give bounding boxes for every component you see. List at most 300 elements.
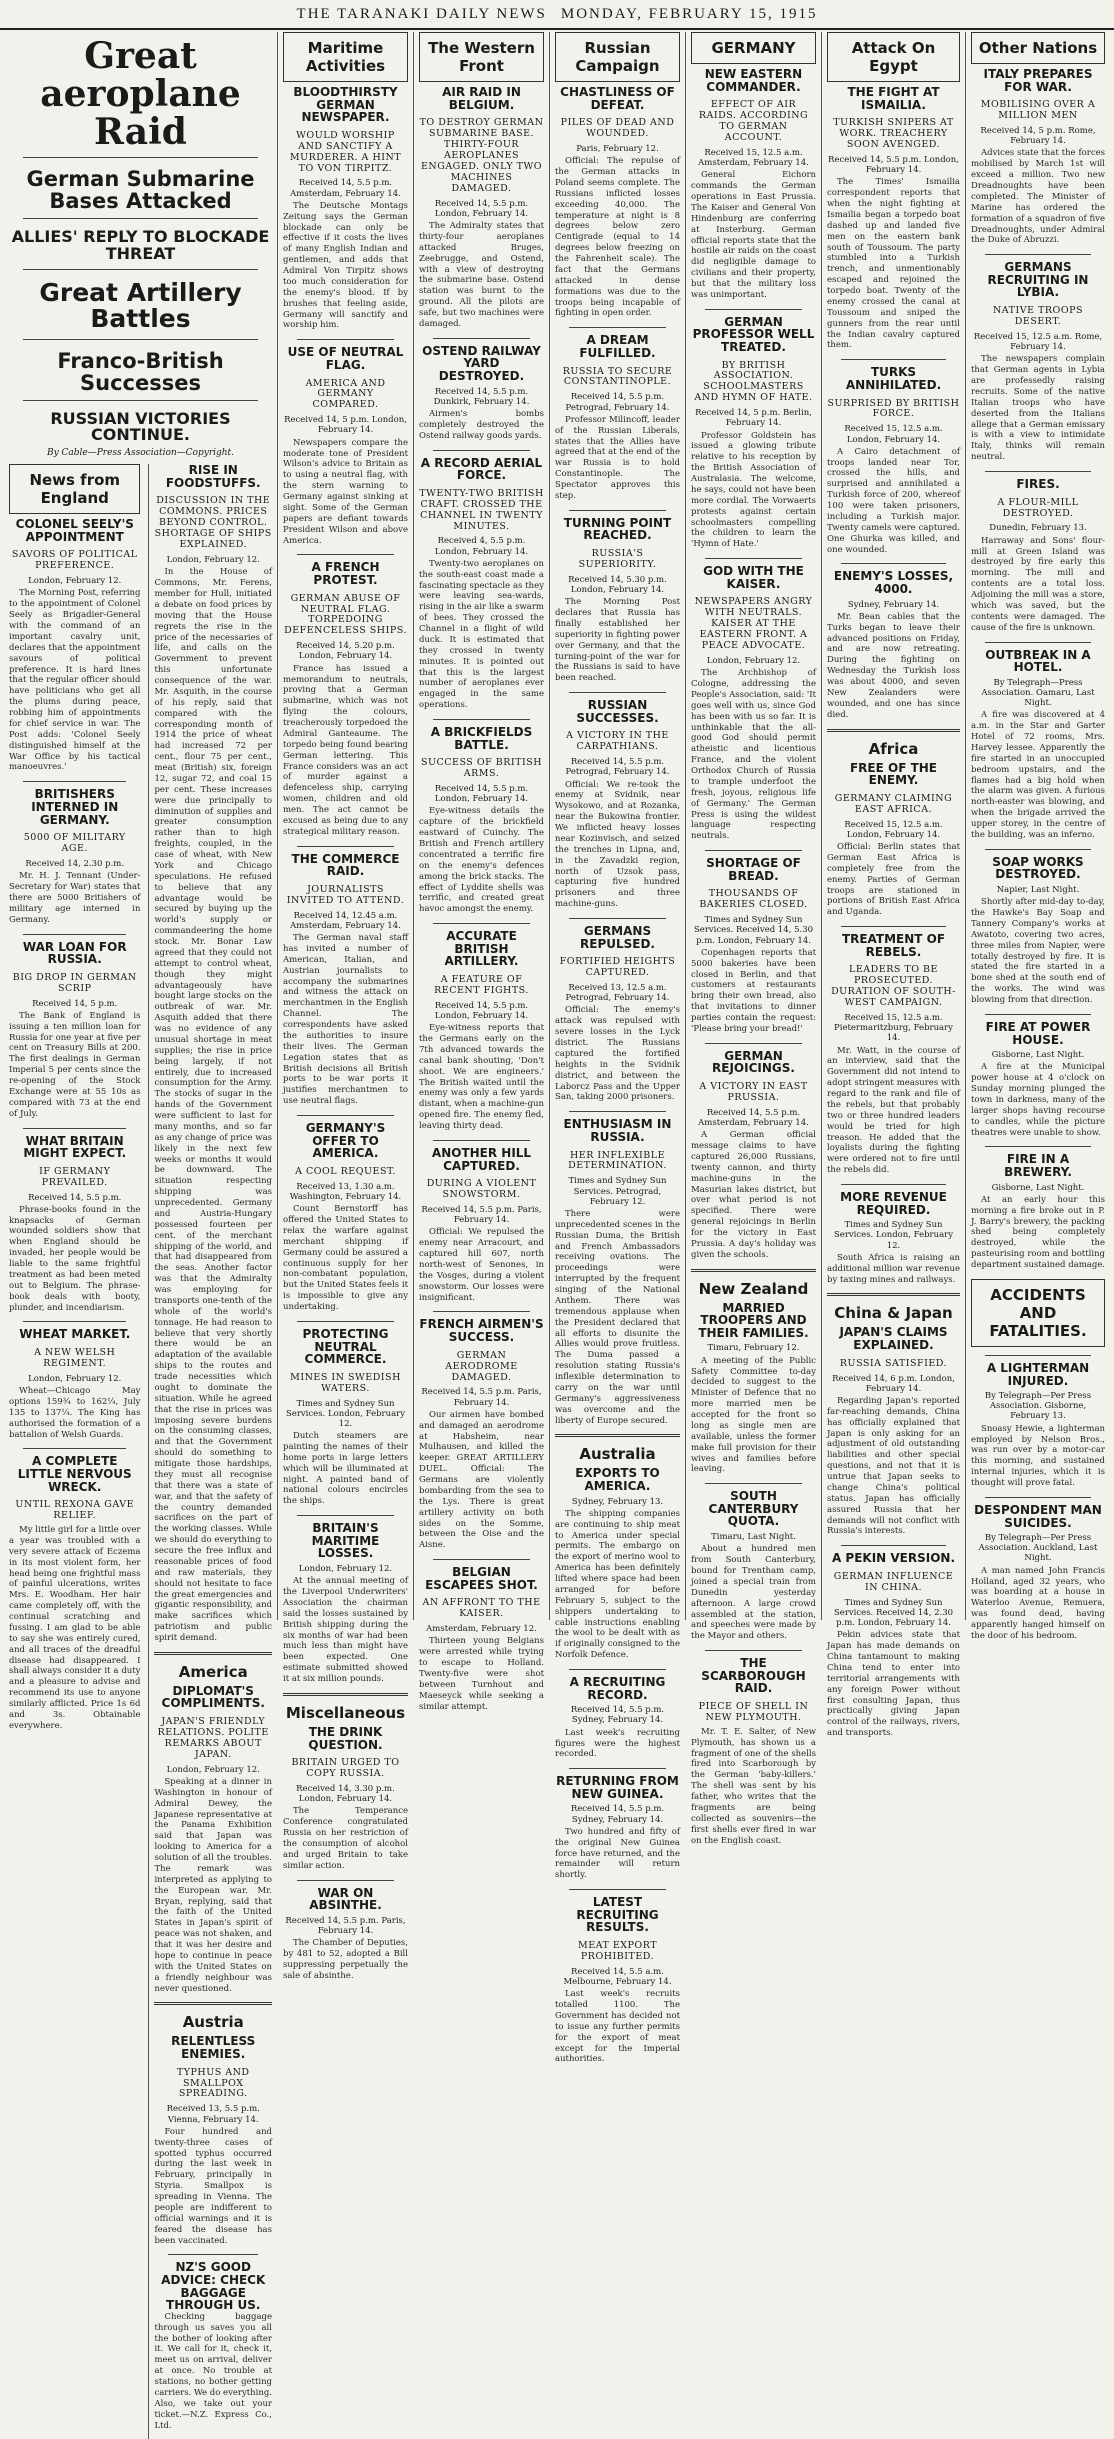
story-body: The Admiralty states that thirty-four aeroplanes attacked Bruges, Zeebrugge, and Ostend, with a view of destroying the submarine base. Ostend station was burnt to the ground. All the pilots are safe, but two machines were damaged. xyxy=(419,221,544,329)
story-body: A meeting of the Public Safety Committee to-day decided to suggest to the Minister of Defence that no more married men be accepted for the front so long as single men are available, unless the former make full provision for their wives and families before leaving. xyxy=(691,1355,816,1475)
story-body: Mr. H. J. Tennant (Under-Secretary for War) states that there are 5000 Britishers of military age interned in Germany. xyxy=(9,871,141,925)
story-dateline: Received 14, 5.5 p.m. Petrograd, February 14. xyxy=(565,392,670,413)
story-body: Official: We repulsed the enemy near Arracourt, and captured hill 607, north north-west of Senones, in the Vosges, during a violent snowstorm. Our losses were insignificant. xyxy=(419,1227,544,1303)
news-story xyxy=(419,1559,544,1712)
story-subheadline: AN AFFRONT TO THE KAISER. xyxy=(422,1597,541,1620)
story-subheadline: GERMAN INFLUENCE IN CHINA. xyxy=(833,1570,954,1593)
story-divider xyxy=(569,692,666,693)
story-body: Speaking at a dinner in Washington in honour of Admiral Dewey, the Japanese representative at the Panama Exhibition said that Japan was looking to America for a solution of all the troubles. The remark was interpreted as applying to the European war. Mr. Bryan, replying, said that the faith of the United States in Japan's spirit of peace was not shaken, and that it was her desire and hope to continue in peace with the United States on a friendly neighbour was never questioned. xyxy=(154,1776,272,1994)
story-dateline: Received 14, 2.30 p.m. xyxy=(25,858,125,869)
news-story xyxy=(9,1128,140,1314)
story-subheadline: 5000 OF MILITARY AGE. xyxy=(23,832,126,855)
section-banner-africa: Africa xyxy=(868,739,919,758)
story-body: My little girl for a little over a year was troubled with a very severe attack of Eczema in its most violent form, her head being one frightful mass of painful ulcerations, writes Mrs. E. Woodham. Her hair came completely off, with the continual scratching and fussing. I am glad to be able to say she was entirely cured, and all traces of the dreadful disease had disappeared. I shall always consider it a duty and a pleasure to advise and recommend its use to anyone similarly afflicted. Price 1s 6d and 3s. Obtainable everywhere. xyxy=(9,1525,141,1731)
story-list xyxy=(283,1726,408,1982)
lead-subhead-franco-british: Franco-British Successes xyxy=(57,348,224,395)
news-story xyxy=(691,1043,816,1261)
story-dateline: Received 14, 5.5 p.m. Amsterdam, February 14. xyxy=(290,178,401,199)
story-dateline: London, February 12. xyxy=(166,555,260,566)
story-subheadline: FORTIFIED HEIGHTS CAPTURED. xyxy=(559,956,676,979)
story-headline: BLOODTHIRSTY GERMAN NEWSPAPER. xyxy=(293,85,398,125)
story-body: The Morning Post, referring to the appointment of Colonel Seely as Brigadier-General with the command of an important cavalry unit, declares that the appointment savours of political preference. It is hard lines that the regular officer should have politicians who get all the plums during peace, robbing him of appointments for chief service in war. The Post adds: 'Colonel Seely distinguished himself at the War Office by his tactical manoeuvres.' xyxy=(9,588,141,773)
story-subheadline: DISCUSSION IN THE COMMONS. PRICES BEYOND CONTROL. SHORTAGE OF SHIPS EXPLAINED. xyxy=(154,495,272,551)
story-dateline: Received 13, 5.5 p.m. Vienna, February 14. xyxy=(166,2104,260,2125)
news-story xyxy=(691,1650,816,1846)
story-divider xyxy=(985,1146,1091,1147)
section-banner-russian-campaign: Russian Campaign xyxy=(555,32,680,82)
story-body: Count Bernstorff has offered the United States to relax the warfare against merchant shipping if Germany could be assured a continuous supply for her non-combatant population, but the United States feels it is impossible to give any undertaking. xyxy=(283,1204,408,1313)
story-dateline: Received 14, 5.5 a.m. Melbourne, February 14. xyxy=(563,1966,672,1987)
story-body: Mr. T. E. Salter, of New Plymouth, has shown us a fragment of one of the shells fired into Scarborough by the German 'baby-killers.' The shell was sent by his father, who writes that the fragments are being collected as souvenirs—the first shells ever fired in war on the English coast. xyxy=(691,1726,816,1846)
story-body: Thirteen young Belgians were arrested while trying to escape to Holland. Twenty-five were shot between Turnhout and Maeseyck while seeking a similar attempt. xyxy=(419,1636,544,1712)
news-story xyxy=(555,692,680,910)
story-divider xyxy=(985,1355,1091,1356)
story-dateline: By Telegraph—Per Press Association. Gisborne, February 13. xyxy=(984,1391,1092,1422)
story-body: About a hundred men from South Canterbury, bound for Trentham camp, joined a special train from Dunedin yesterday afternoon. A large crowd assembled at the station, and speeches were made by the Mayor and others. xyxy=(691,1544,816,1642)
story-headline: MORE REVENUE REQUIRED. xyxy=(840,1190,947,1217)
story-dateline: London, February 12. xyxy=(166,1764,260,1775)
news-story xyxy=(555,1111,680,1426)
story-headline: A RECRUITING RECORD. xyxy=(569,1675,666,1702)
story-headline: EXPORTS TO AMERICA. xyxy=(575,1466,660,1494)
story-headline: SOUTH CANTERBURY QUOTA. xyxy=(708,1489,799,1529)
story-subheadline: PIECE OF SHELL IN NEW PLYMOUTH. xyxy=(698,1700,809,1723)
news-story xyxy=(283,1321,408,1507)
story-headline: JAPAN'S CLAIMS EXPLAINED. xyxy=(839,1325,948,1353)
story-divider xyxy=(569,1669,666,1670)
story-body: There were unprecedented scenes in the Russian Duma, the British and French Ambassadors receiving ovations. The proceedings were interrupted by the frequent singing of the National Anthem. There was tremendous applause when the President declared that all efforts to disunite the Allies would prove fruitless. The Duma passed a resolution stating Russia's inflexible determination to carry on the war until Germany's aggressiveness was overcome and the liberty of Europe secured. xyxy=(555,1208,680,1426)
story-dateline: Dunedin, February 13. xyxy=(989,523,1087,534)
story-divider xyxy=(569,327,666,328)
story-divider xyxy=(297,339,394,340)
story-list xyxy=(154,464,272,1644)
story-headline: WAR LOAN FOR RUSSIA. xyxy=(22,939,127,967)
story-body: Professor Milincoff, leader of the Russian Liberals, states that the Allies have agreed that at the end of the war Russia is to hold Constantinople. The Spectator approves this step. xyxy=(555,414,680,501)
story-dateline: London, February 12. xyxy=(28,576,122,587)
story-divider xyxy=(705,1043,802,1044)
story-body: The Deutsche Montags Zeitung says the German blockade can only be effective if it costs the lives of many English Indian and gentlemen, and adds that Admiral Von Tirpitz shows too much consideration for the enemy's blood. If by brushes that feeling aside, Germany will sanctify and worship him. xyxy=(283,200,408,331)
story-dateline: Received 14, 5 p.m. London, February 14. xyxy=(284,415,407,436)
story-subheadline: UNTIL REXONA GAVE RELIEF. xyxy=(15,1499,135,1522)
story-subheadline: BIG DROP IN GERMAN SCRIP xyxy=(12,971,137,994)
story-divider xyxy=(297,1880,394,1881)
story-divider xyxy=(23,781,126,782)
news-story xyxy=(971,642,1105,841)
story-dateline: Received 15, 12.5 a.m. London, February 14. xyxy=(844,424,943,445)
story-headline: LATEST RECRUITING RESULTS. xyxy=(576,1895,659,1935)
story-dateline: London, February 12. xyxy=(298,1564,393,1574)
news-story xyxy=(555,1889,680,2065)
story-dateline: Received 15, 12.5 a.m. Pietermaritzburg, February 14. xyxy=(834,1013,953,1044)
story-subheadline: TYPHUS AND SMALLPOX SPREADING. xyxy=(176,2066,250,2100)
story-body: South Africa is raising an additional million war revenue by taxing mines and railways. xyxy=(827,1252,960,1285)
news-story xyxy=(9,1448,140,1731)
story-headline: THE COMMERCE RAID. xyxy=(291,851,400,879)
story-body: In the House of Commons, Mr. Ferens, member for Hull, initiated a debate on food prices by moving that the House regrets the rise in the price of the necessaries of life, and calls on the Government to prevent this unfortunate consequence of the war. Mr. Asquith, in the course of his reply, said that compared with the corresponding month of 1914 the price of wheat had increased 72 per cent., flour 75 per cent., meat (British) six, foreign 12, sugar 72, and coal 15 per cent. These increases were due principally to diminution of supplies and greater consumption rather than to high freights, coupled, in the case of wheat, with New York and Chicago speculations. He refused to believe that any advantage would be secured by buying up the world's supply or commandeering the home stock. Mr. Bonar Law agreed that they could not attempt to control wheat, though they might advantageously have bought large stocks on the outbreak of war. Mr. Asquith added that there was no evidence of any unusual shortage in meat supplies; the rise in price being largely, if not entirely, due to increased consumption for the Army. The stocks of sugar in the hands of the Government were sufficient to last for many months, and so far as any change of price was likely in the next few weeks or months it would be downward. The situation respecting shipping was unprecedented. Germany and Austria-Hungary possessed fourteen per cent. of the merchant shipping of the world, and that had disappeared from the seas. Another factor was that the Admiralty was employing for transports one-tenth of the whole of the world's tonnage. He had reason to believe that very shortly there would be an adaptation of the available ships to the routes and trade necessities which ought to dominate the situation. While he agreed that the rise in prices was imposing severe burdens on the consuming classes, and that the Government should do something to mitigate those hardships, they must all recognise that there was a state of war, and that the safety of the country demanded sacrifices on the part of the working classes. While we should do everything to secure the free influx and reasonable prices of food and raw materials, they should not hesitate to face the great emergencies and gigantic responsibility, and make sacrifices which patriotism and public spirit demand. xyxy=(154,567,272,1643)
story-list xyxy=(9,518,140,1731)
story-divider xyxy=(841,1184,946,1185)
story-body: The Morning Post declares that Russia has finally established her superiority in fighting power over Germany, and that the turning-point of the war for the Russians is said to have been reached. xyxy=(555,597,680,684)
story-headline: GERMANS REPULSED. xyxy=(580,924,655,951)
story-dateline: Received 14, 5.5 p.m. London, February 14. xyxy=(828,154,959,176)
section-banner-western-front: The Western Front xyxy=(419,32,544,82)
story-divider xyxy=(569,918,666,919)
story-body: Harraway and Sons' flour-mill at Green Island was destroyed by fire early this morning. The mill and contents are a total loss. Adjoining the mill was a store, which was saved, but the contents were damaged. The cause of the fire is unknown. xyxy=(971,535,1105,633)
story-headline: BRITISHERS INTERNED IN GERMANY. xyxy=(31,787,119,827)
news-story xyxy=(9,518,140,773)
story-body: A fire at the Municipal power house at 4 o'clock on Sunday morning plunged the town in darkness, many of the larger shops having recourse to candles, while the picture theatres were unable to show. xyxy=(971,1062,1105,1138)
story-headline: ENEMY'S LOSSES, 4000. xyxy=(833,569,954,597)
news-story xyxy=(827,563,960,720)
story-body: The Temperance Conference congratulated Russia on her restriction of the consumption of alcohol and urged Britain to take similar action. xyxy=(283,1806,408,1871)
story-headline: ANOTHER HILL CAPTURED. xyxy=(431,1145,532,1173)
story-dateline: Gisborne, Last Night. xyxy=(991,1182,1085,1193)
news-story xyxy=(691,558,816,842)
story-headline: GERMAN PROFESSOR WELL TREATED. xyxy=(692,314,815,354)
story-subheadline: MINES IN SWEDISH WATERS. xyxy=(290,1371,401,1394)
story-body: At the annual meeting of the Liverpool Underwriters' Association the chairman said the losses sustained by British shipping during the six months of war had been much less than might have been expected. One estimate submitted showed it at six million pounds. xyxy=(283,1576,408,1685)
story-list xyxy=(555,1467,680,2065)
story-body: A man named John Francis Holland, aged 32 years, who was boarding at a house in Waterloo Avenue, Remuera, was found dead, having apparently hanged himself on the door of his bedroom. xyxy=(971,1565,1105,1641)
news-story xyxy=(283,1515,408,1685)
story-headline: FIRES. xyxy=(1016,477,1060,492)
story-headline: THE SCARBOROUGH RAID. xyxy=(701,1656,806,1696)
story-dateline: Received 14, 6 p.m. London, February 14. xyxy=(832,1373,955,1394)
story-dateline: Received 14, 5.5 p.m. London, February 14. xyxy=(434,784,529,805)
story-headline: ACCURATE BRITISH ARTILLERY. xyxy=(444,929,519,969)
story-dateline: Received 4, 5.5 p.m. London, February 14. xyxy=(434,536,529,557)
story-divider xyxy=(841,926,946,927)
column-maritime xyxy=(278,32,414,1981)
story-headline: GERMAN REJOICINGS. xyxy=(712,1048,795,1076)
story-divider xyxy=(569,1768,666,1769)
lead-subhead-russian: RUSSIAN VICTORIES CONTINUE. xyxy=(50,408,231,445)
story-dateline: Received 14, 12.45 a.m. Amsterdam, February 14. xyxy=(290,910,401,931)
story-headline: SOAP WORKS DESTROYED. xyxy=(992,854,1084,882)
news-story xyxy=(971,1355,1105,1489)
story-body: Official: The enemy's attack was repulsed with severe losses in the Lyck district. The Russians captured the fortified heights in the Svidnik district, and between the Laborcz Pass and the Upper San, taking 2000 prisoners. xyxy=(555,1005,680,1103)
story-subheadline: THOUSANDS OF BAKERIES CLOSED. xyxy=(699,888,808,911)
news-story xyxy=(691,309,816,550)
story-divider xyxy=(985,471,1091,472)
lead-byline: By Cable—Press Association—Copyright. xyxy=(46,448,235,459)
story-subheadline: A FLOUR-MILL DESTROYED. xyxy=(997,496,1079,519)
news-story xyxy=(283,554,408,837)
news-story xyxy=(555,1467,680,1661)
story-dateline: Timaru, Last Night. xyxy=(711,1532,796,1543)
story-dateline: By Telegraph—Press Association. Oamaru, Last Night. xyxy=(981,677,1095,709)
story-body: Last week's recruiting figures were the highest recorded. xyxy=(555,1727,680,1760)
page-columns xyxy=(4,32,1110,2431)
story-dateline: By Telegraph—Per Press Association. Auckland, Last Night. xyxy=(978,1533,1098,1564)
story-dateline: Received 14, 5.20 p.m. London, February 14. xyxy=(296,641,395,662)
news-story xyxy=(691,850,816,1035)
story-body: Mr. Watt, in the course of an interview, said that the Government did not intend to adopt stringent measures with regard to the rank and file of the rebels, but that probably two or three hundred leaders would be tried for high treason. He added that the loyalists during the fighting were ordered not to fire until the rebels did. xyxy=(827,1045,960,1176)
story-divider xyxy=(705,1650,802,1651)
story-dateline: Napier, Last Night. xyxy=(996,884,1080,895)
story-headline: RUSSIAN SUCCESSES. xyxy=(576,698,659,725)
story-headline: TREATMENT OF REBELS. xyxy=(841,932,946,959)
story-body: At an early hour this morning a fire broke out in P. J. Barry's brewery, the packing shed being completely destroyed, while the pasteurising room and bottling department sustained damage. xyxy=(971,1194,1105,1271)
news-story xyxy=(827,86,960,351)
story-list xyxy=(691,68,816,1261)
story-body: The Chamber of Deputies, by 481 to 52, adopted a Bill suppressing perpetually the sale of absinthe. xyxy=(283,1938,408,1981)
story-subheadline: SAVORS OF POLITICAL PREFERENCE. xyxy=(11,549,138,572)
story-dateline: Received 15, 12.5 a.m. London, February 14. xyxy=(844,819,943,840)
story-divider xyxy=(297,1321,394,1322)
story-dateline: Received 14, 5.5 p.m. Sydney, February 14. xyxy=(570,1705,665,1726)
story-body: Snoasy Hewie, a lighterman employed by Nelson Bros., was run over by a motor-car this morning, and sustained internal injuries, which it is thought will prove fatal. xyxy=(971,1423,1105,1489)
news-story xyxy=(827,1184,960,1285)
newspaper-title: THE TARANAKI DAILY NEWS xyxy=(296,5,547,22)
story-subheadline: A COOL REQUEST. xyxy=(295,1165,396,1177)
story-list xyxy=(827,762,960,1286)
story-headline: WHEAT MARKET. xyxy=(19,1327,131,1342)
story-body: A German official message claims to have captured 26,000 Russians, twenty cannon, and thirty machine-guns in the Masurian lakes district, but over what period is not specified. There were general rejoicings in Berlin for the victory in East Prussia. A day's holiday was given the schools. xyxy=(691,1130,816,1260)
story-body: Advices state that the forces mobilised by March 1st will exceed a million. Two new Dreadnoughts have been completed. The Minister of Marine has ordered the formation of a squadron of five Dreadnoughts, under Admiral the Duke of Abruzzi. xyxy=(971,148,1105,246)
story-divider xyxy=(23,1128,126,1129)
story-subheadline: MEAT EXPORT PROHIBITED. xyxy=(577,1939,658,1962)
news-story xyxy=(419,86,544,330)
story-headline: WAR ON ABSINTHE. xyxy=(309,1885,382,1913)
story-divider xyxy=(297,554,394,555)
story-subheadline: MOBILISING OVER A MILLION MEN xyxy=(980,99,1096,122)
news-story xyxy=(419,450,544,712)
story-divider xyxy=(23,934,126,935)
story-dateline: Received 14, 5.5 p.m. Dunkirk, February 14. xyxy=(433,386,530,407)
story-dateline: Sydney, February 13. xyxy=(571,1496,664,1507)
story-subheadline: AMERICA AND GERMANY COMPARED. xyxy=(305,377,386,411)
story-headline: A COMPLETE LITTLE NERVOUS WRECK. xyxy=(17,1454,132,1494)
story-headline: DESPONDENT MAN SUICIDES. xyxy=(974,1502,1102,1530)
story-headline: AIR RAID IN BELGIUM. xyxy=(442,85,521,112)
story-body: Wheat—Chicago May options 159¾ to 162¼, July 135 to 137¼. The King has authorised the formation of a battalion of Welsh Guards. xyxy=(9,1386,141,1440)
story-headline: FRENCH AIRMEN'S SUCCESS. xyxy=(419,1317,544,1345)
story-dateline: Received 14, 5.5 p.m. Paris, February 14. xyxy=(421,1204,542,1226)
news-story xyxy=(283,1880,408,1982)
story-dateline: Received 14, 5.5 p.m. Petrograd, February 14. xyxy=(565,757,670,778)
story-body: Phrase-books found in the knapsacks of German wounded soldiers show that when England should be invaded, her people would be liable to the same frightful treatment as had been meted out to Belgium. The phrase-book deals with booty, plunder, and incendiarism. xyxy=(9,1204,141,1313)
news-story xyxy=(691,1302,816,1476)
story-subheadline: WOULD WORSHIP AND SANCTIFY A MURDERER. A HINT TO VON TIRPITZ. xyxy=(289,129,402,174)
story-dateline: Received 15, 12.5 a.m. Amsterdam, February 14. xyxy=(698,147,809,169)
story-headline: THE DRINK QUESTION. xyxy=(308,1724,383,1752)
story-subheadline: A VICTORY IN THE CARPATHIANS. xyxy=(566,730,669,753)
news-story xyxy=(9,781,140,925)
story-headline: A FRENCH PROTEST. xyxy=(311,560,380,588)
story-dateline: Sydney, February 14. xyxy=(847,599,940,610)
news-story xyxy=(419,1140,544,1304)
story-dateline: Received 14, 5.5 p.m. xyxy=(28,1192,122,1203)
story-divider xyxy=(297,846,394,847)
story-subheadline: IF GERMANY PREVAILED. xyxy=(39,1165,111,1188)
story-dateline: Received 15, 12.5 a.m. Rome, February 14. xyxy=(973,331,1103,353)
news-story xyxy=(691,1483,816,1642)
story-body: Professor Goldstein has issued a glowing tribute relative to his reception by the British Association of Australasia. The welcome, he says, could not have been more cordial. The Vorwaerts protests against certain schoolmasters compelling the children to learn the 'Hymn of Hate.' xyxy=(691,430,816,550)
story-body: Mr. Bean cables that the Turks began to leave their advanced positions on Friday, and are now retreating. During the fighting on Wednesday the Turkish loss was about 4000, and seven New Zealanders were wounded, and one has since died. xyxy=(827,611,960,720)
story-headline: CHASTLINESS OF DEFEAT. xyxy=(560,85,675,112)
story-subheadline: GERMAN AERODROME DAMAGED. xyxy=(445,1349,518,1383)
story-dateline: Times and Sydney Sun Services. Petrograd, February 12. xyxy=(568,1176,667,1207)
story-body: Eye-witness reports that the Germans early on the 7th advanced towards the canal bank shouting, 'Don't shoot. We are engineers.' The British waited until the enemy was only a few yards distant, when a machine-gun opened fire. The enemy fled, leaving thirty dead. xyxy=(419,1023,544,1132)
story-dateline: Gisborne, Last Night. xyxy=(991,1050,1085,1061)
story-headline: BRITAIN'S MARITIME LOSSES. xyxy=(311,1521,380,1561)
news-story xyxy=(555,918,680,1103)
story-divider xyxy=(168,2254,258,2255)
news-story xyxy=(555,86,680,319)
story-divider xyxy=(23,1321,126,1322)
story-subheadline: PILES OF DEAD AND WOUNDED. xyxy=(560,117,675,140)
section-banner-new-zealand: New Zealand xyxy=(698,1279,809,1298)
story-subheadline: TWENTY-TWO BRITISH CRAFT. CROSSED THE CHANNEL IN TWENTY MINUTES. xyxy=(419,487,544,532)
column-germany xyxy=(686,32,822,1846)
story-dateline: Received 14, 5.30 p.m. London, February 14. xyxy=(568,574,667,595)
story-subheadline: JAPAN'S FRIENDLY RELATIONS. POLITE REMARKS ABOUT JAPAN. xyxy=(157,1716,269,1760)
story-headline: OUTBREAK IN A HOTEL. xyxy=(985,647,1091,675)
story-dateline: Times and Sydney Sun Services. Received 14, 2.30 p.m. London, February 14. xyxy=(833,1597,954,1629)
story-headline: RETURNING FROM NEW GUINEA. xyxy=(556,1774,679,1801)
lead-headline: Great aeroplane Raid xyxy=(40,35,241,153)
story-subheadline: SURPRISED BY BRITISH FORCE. xyxy=(827,397,960,420)
story-body: The shipping companies are continuing to ship meat to America under special permits. The embargo on the export of merino wool to America has been definitely lifted where space had been arranged for before February 5, subject to the shippers undertaking to cable instructions enabling the wool to be dealt with as if originally consigned to the Norfolk Defence. xyxy=(555,1508,680,1661)
story-body: Copenhagen reports that 5000 bakeries have been closed in Berlin, and that customers at restaurants bring their own bread, also that invitations to dinner parties contain the request: 'Please bring your bread!' xyxy=(691,947,816,1034)
story-subheadline: SUCCESS OF BRITISH ARMS. xyxy=(420,757,543,780)
story-subheadline: TURKISH SNIPERS AT WORK. TREACHERY SOON AVENGED. xyxy=(833,117,954,151)
story-divider xyxy=(433,1140,530,1141)
story-body: Twenty-two aeroplanes on the south-east coast made a fascinating spectacle as they were leaving sea-wards, rising in the air like a swarm of bees. They crossed the Channel in a flight of wild duck. It is estimated that they crossed in twenty minutes. It is pointed out that this is the largest number of aeroplanes ever engaged in the same operations. xyxy=(419,558,544,711)
news-story xyxy=(971,471,1105,634)
news-story xyxy=(283,339,408,546)
story-list xyxy=(827,86,960,721)
news-story xyxy=(827,762,960,919)
story-subheadline: NEWSPAPERS ANGRY WITH NEUTRALS. KAISER AT THE EASTERN FRONT. A PEACE ADVOCATE. xyxy=(694,596,813,652)
news-story xyxy=(555,510,680,684)
story-list xyxy=(691,1302,816,1847)
section-banner-america: America xyxy=(178,1662,248,1681)
lead-subhead-blockade: ALLIES' REPLY TO BLOCKADE THREAT xyxy=(11,227,270,264)
story-divider xyxy=(985,642,1091,643)
news-story xyxy=(283,1726,408,1872)
story-headline: GERMANY'S OFFER TO AMERICA. xyxy=(305,1121,386,1161)
story-list xyxy=(283,86,408,1685)
story-divider xyxy=(297,1115,394,1116)
story-divider xyxy=(841,563,946,564)
story-divider xyxy=(433,1559,530,1560)
story-dateline: London, February 12. xyxy=(706,656,801,667)
story-divider xyxy=(705,558,802,559)
story-list xyxy=(555,86,680,1426)
story-dateline: Received 14, 5 p.m. Berlin, February 14. xyxy=(695,408,812,429)
story-headline: GOD WITH THE KAISER. xyxy=(703,564,804,591)
story-subheadline: BRITAIN URGED TO COPY RUSSIA. xyxy=(291,1757,400,1780)
story-body: Airmen's bombs completely destroyed the Ostend railway goods yards. xyxy=(419,408,544,441)
story-headline: ENTHUSIASM IN RUSSIA. xyxy=(563,1117,672,1144)
section-banner-maritime: Maritime Activities xyxy=(283,32,408,82)
story-divider xyxy=(841,359,946,360)
news-story xyxy=(827,1545,960,1739)
story-body: Pekin advices state that Japan has made demands on China tantamount to making China tend to enter into territorial arrangements with any foreign Power without first consulting Japan, thus practically giving Japan control of the railways, rivers, and transports. xyxy=(827,1630,960,1739)
story-dateline: Received 13, 1.30 a.m. Washington, February 14. xyxy=(289,1181,402,1202)
story-body: General Eichorn commands the German operations in East Prussia. The Kaiser and General Von Hindenburg are conferring at Insterburg. German official reports state that the hostile air raids on the coast did negligible damage to civilians and their property, but that the military loss was unimportant. xyxy=(691,170,816,300)
story-dateline: Received 14, 5.5 p.m. London, February 14. xyxy=(434,198,529,219)
story-headline: FREE OF THE ENEMY. xyxy=(849,760,937,788)
story-headline: A DREAM FULFILLED. xyxy=(579,333,656,360)
story-subheadline: RUSSIA'S SUPERIORITY. xyxy=(578,547,657,570)
news-story xyxy=(154,464,272,1644)
story-divider xyxy=(985,1014,1091,1015)
section-banner: ACCIDENTS AND FATALITIES. xyxy=(971,1279,1105,1347)
story-dateline: London, February 12. xyxy=(28,1373,122,1384)
story-divider xyxy=(985,1497,1091,1498)
story-body: Four hundred and twenty-three cases of spotted typhus occurred during the last week in February, principally in Styria. Smallpox is spreading in Vienna. The people are indifferent to official warnings and it is feared the disease has been vaccinated. xyxy=(154,2126,272,2246)
column-russian-campaign xyxy=(550,32,686,2065)
story-headline: OSTEND RAILWAY YARD DESTROYED. xyxy=(422,343,541,383)
section-banner-germany: GERMANY xyxy=(691,32,816,64)
story-dateline: Received 14, 5.5 p.m. Paris, February 14. xyxy=(285,1915,406,1936)
news-story xyxy=(971,1497,1105,1642)
story-dateline: Timaru, February 12. xyxy=(707,1343,800,1354)
news-story xyxy=(154,2254,272,2431)
story-dateline: Received 14, 3.30 p.m. London, February 14. xyxy=(296,1783,395,1805)
story-headline: NEW EASTERN COMMANDER. xyxy=(704,67,803,94)
story-body: Regarding Japan's reported far-reaching demands, China has officially explained that Japan is only asking for an adjustment of old outstanding liabilities and other special questions, and not that it is untrue that Japan seeks to change China's political status. Japan has officially assured Russia that her demands will not conflict with Russia's interests. xyxy=(827,1395,960,1537)
story-subheadline: A FEATURE OF RECENT FIGHTS. xyxy=(434,973,529,996)
lead-subhead-submarine: German Submarine Bases Attacked xyxy=(26,167,255,214)
section-banner-egypt: Attack On Egypt xyxy=(827,32,960,82)
story-subheadline: BY BRITISH ASSOCIATION. SCHOOLMASTERS AND HYMN OF HATE. xyxy=(694,359,813,404)
lead-subhead-artillery: Great Artillery Battles xyxy=(39,278,242,334)
story-headline: MARRIED TROOPERS AND THEIR FAMILIES. xyxy=(698,1300,809,1340)
story-body: Checking baggage through us saves you all the bother of looking after it. We call for it, check it, meet us on arrival, deliver at once. No trouble at stations, no bother getting carriers. We do everything. Also, we take out your ticket.—N.Z. Express Co., Ltd. xyxy=(154,2311,272,2431)
story-body: The Bank of England is issuing a ten million loan for Russia for one year at five per cent on Treasury Bills at 200. The first dealings in German Imperial 5 per cents since the re-opening of the Stock Exchange were at 55 10s as compared with 73 at the end of July. xyxy=(9,1010,141,1119)
story-subheadline: EFFECT OF AIR RAIDS. ACCORDING TO GERMAN ACCOUNT. xyxy=(698,99,809,143)
story-body: France has issued a memorandum to neutrals, proving that a German submarine, which was not flying the colours, treacherously torpedoed the Admiral Ganteaume. The torpedo being found bearing German lettering. This France considers was an act of murder against a defenceless ship, carrying women, children and old men. The act cannot be excused as being due to any strategical military reason. xyxy=(283,663,408,837)
story-body: Eye-witness details the capture of the brickfield eastward of Cuinchy. The British and French artillery concentrated a terrific fire on the enemy's defences among the brick stacks. The effect of Lyddite shells was terrific, and created great havoc amongst the enemy. xyxy=(419,806,544,915)
news-story xyxy=(9,934,140,1120)
story-headline: RELENTLESS ENEMIES. xyxy=(171,2034,256,2062)
story-divider xyxy=(569,1889,666,1890)
story-subheadline: TO DESTROY GERMAN SUBMARINE BASE. THIRTY-FOUR AEROPLANES ENGAGED. ONLY TWO MACHINES DAMAGED. xyxy=(419,117,544,194)
section-banner-australia: Australia xyxy=(579,1445,656,1464)
story-body: The German naval staff has invited a number of American, Italian, and Austrian journalists to accompany the submarines and witness the attack on merchantmen in the English Channel. The correspondents have asked the authorities to insure their lives. The German Legation states that as British decisions all British ports to be war ports it justifies merchantmen to use neutral flags. xyxy=(283,933,408,1107)
story-subheadline: GERMAN ABUSE OF NEUTRAL FLAG. TORPEDOING DEFENCELESS SHIPS. xyxy=(284,592,407,637)
news-story xyxy=(827,1326,960,1537)
news-story xyxy=(419,338,544,442)
story-headline: FIRE IN A BREWERY. xyxy=(1004,1152,1072,1179)
story-headline: RISE IN FOODSTUFFS. xyxy=(165,463,261,490)
news-story xyxy=(971,1014,1105,1139)
story-subheadline: A VICTORY IN EAST PRUSSIA. xyxy=(699,1080,808,1103)
story-divider xyxy=(705,850,802,851)
story-body: The Archbishop of Cologne, addressing the People's Association, said: 'It goes well with us, since God has been with us so far. It is unthinkable that the all-good God should permit atheistic and licentious France, and the violent Orthodox Church of Russia to trample underfoot the fresh, joyous, religious life of Germany.' The German Press is using the wildest language respecting neutrals. xyxy=(691,668,816,842)
column-foodstuffs xyxy=(148,464,272,2439)
news-story xyxy=(555,1768,680,1881)
story-dateline: Received 14, 5 p.m. Rome, February 14. xyxy=(980,126,1096,147)
news-story xyxy=(9,1321,140,1440)
story-headline: A BRICKFIELDS BATTLE. xyxy=(430,725,533,752)
news-story xyxy=(419,719,544,915)
story-body: Newspapers compare the moderate tone of President Wilson's advice to Britain as to using a neutral flag, with the stern warning to Germany against sinking at sight. Some of the German papers are defiant towards President Wilson and above America. xyxy=(283,437,408,546)
story-dateline: Paris, February 12. xyxy=(576,144,659,155)
story-headline: A PEKIN VERSION. xyxy=(831,1551,956,1566)
story-subheadline: DURING A VIOLENT SNOWSTORM. xyxy=(426,1178,537,1201)
story-divider xyxy=(297,1515,394,1516)
story-body: Dutch steamers are painting the names of their home ports in large letters which will be illuminated at night. A painted band of national colours encircles the ships. xyxy=(283,1431,408,1507)
story-headline: A RECORD AERIAL FORCE. xyxy=(420,455,543,483)
news-story xyxy=(419,1311,544,1551)
news-story xyxy=(283,846,408,1107)
story-headline: SHORTAGE OF BREAD. xyxy=(706,856,801,883)
